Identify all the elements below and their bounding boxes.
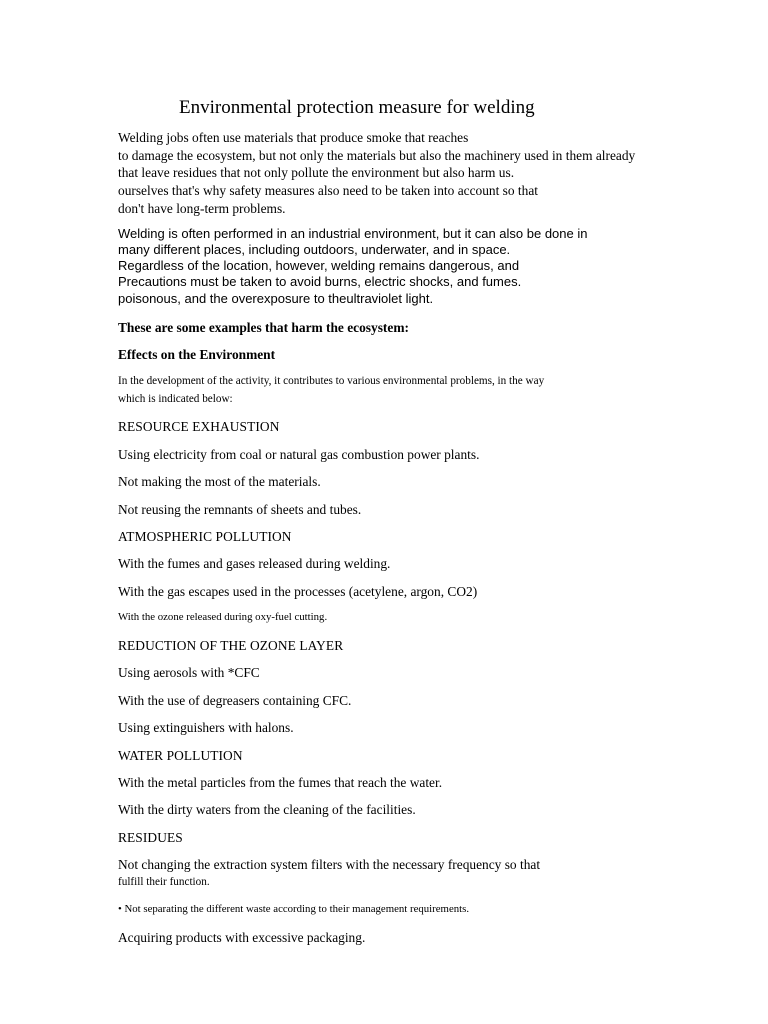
list-item: With the fumes and gases released during welding.	[118, 556, 391, 571]
section-heading-residues: RESIDUES	[118, 830, 183, 845]
effects-heading: Effects on the Environment	[118, 347, 276, 362]
examples-heading: These are some examples that harm the ecosystem:	[118, 320, 409, 335]
list-item: With the metal particles from the fumes that reach the water.	[118, 775, 443, 790]
welding-line: poisonous, and the overexposure to theultraviolet light.	[118, 291, 434, 306]
intro-line: Welding jobs often use materials that produce smoke that reaches	[118, 130, 469, 145]
welding-line: Welding is often performed in an industrial environment, but it can also be done in	[118, 226, 588, 241]
list-item: With the dirty waters from the cleaning of the facilities.	[118, 802, 416, 817]
list-item: With the ozone released during oxy-fuel cutting.	[118, 611, 328, 623]
section-heading-resource-exhaustion: RESOURCE EXHAUSTION	[118, 419, 280, 434]
document-title: Environmental protection measure for welding	[179, 97, 535, 118]
effects-intro-line: which is indicated below:	[118, 393, 233, 405]
list-item: Acquiring products with excessive packaging.	[118, 930, 366, 945]
section-heading-ozone-layer: REDUCTION OF THE OZONE LAYER	[118, 638, 344, 653]
section-heading-atmospheric-pollution: ATMOSPHERIC POLLUTION	[118, 529, 292, 544]
intro-line: ourselves that's why safety measures also need to be taken into account so that	[118, 183, 539, 198]
list-item: • Not separating the different waste according to their management requirements.	[118, 903, 470, 915]
section-heading-water-pollution: WATER POLLUTION	[118, 748, 243, 763]
list-item: Not making the most of the materials.	[118, 474, 321, 489]
list-item: Not reusing the remnants of sheets and tubes.	[118, 502, 362, 517]
list-item: fulfill their function.	[118, 876, 210, 888]
list-item: Not changing the extraction system filters with the necessary frequency so that	[118, 857, 541, 872]
intro-line: that leave residues that not only pollute the environment but also harm us.	[118, 165, 515, 180]
list-item: With the use of degreasers containing CFC.	[118, 693, 352, 708]
welding-line: Regardless of the location, however, welding remains dangerous, and	[118, 258, 520, 273]
list-item: Using aerosols with *CFC	[118, 665, 260, 680]
list-item: Using extinguishers with halons.	[118, 720, 294, 735]
intro-line: don't have long-term problems.	[118, 201, 286, 216]
welding-line: many different places, including outdoors, underwater, and in space.	[118, 242, 511, 257]
welding-line: Precautions must be taken to avoid burns, electric shocks, and fumes.	[118, 274, 522, 289]
list-item: With the gas escapes used in the processes (acetylene, argon, CO2)	[118, 584, 478, 599]
intro-line: to damage the ecosystem, but not only the materials but also the machinery used in them already	[118, 148, 636, 163]
effects-intro-line: In the development of the activity, it contributes to various environmental problems, in the way	[118, 375, 545, 387]
list-item: Using electricity from coal or natural gas combustion power plants.	[118, 447, 480, 462]
